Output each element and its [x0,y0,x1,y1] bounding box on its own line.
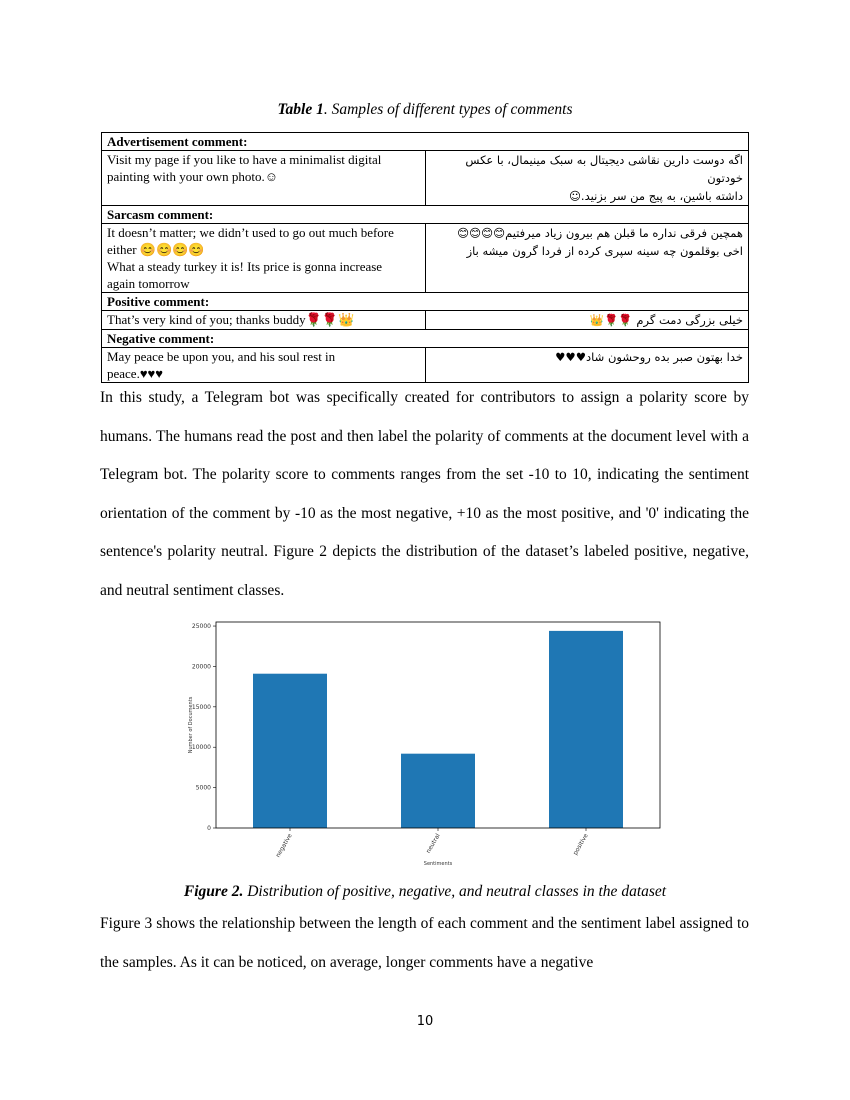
y-axis-ticks [192,623,216,832]
persian-comment-cell [426,151,749,206]
samples-table [101,132,749,383]
section-title: Sarcasm comment: [102,206,749,224]
x-tick-label: negative [274,832,294,859]
x-tick-label: neutral [424,832,442,855]
x-axis-label: Sentiments [423,861,453,867]
samples-table-body [102,133,749,383]
section-header-row [102,206,749,224]
persian-comment-line: همچین فرقی نداره ما قبلن هم بیرون زیاد میرفتیم😊😊😊😊 [457,226,743,240]
chart-bars [253,631,623,828]
persian-comment-cell [426,224,749,293]
english-comment-line: May peace be upon you, and his soul rest in [107,349,336,364]
english-comment-cell [102,151,426,206]
comment-row [102,151,749,206]
persian-comment-cell [426,348,749,383]
section-title: Positive comment: [102,293,749,311]
bar-positive [549,631,623,828]
persian-comment-line: خدا بهتون صبر بده روحشون شاد♥♥♥ [555,350,743,364]
table-caption-label: Table 1 [277,101,324,118]
persian-comment-line: اگه دوست دارین نقاشی دیجیتال به سبک مینیمال، با عکس خودتون [465,153,743,185]
section-title: Negative comment: [102,330,749,348]
english-comment-line: What a steady turkey it is! Its price is gonna increase [107,259,383,274]
comment-row [102,224,749,293]
y-tick-label: 20000 [191,663,211,671]
figure-2-chart [183,615,663,870]
persian-comment-line: اخی بوقلمون چه سینه سپری کرده از فردا گرون میشه باز [466,244,743,258]
english-comment-cell [102,348,426,383]
english-comment-cell [102,311,426,330]
english-comment-line: That’s very kind of you; thanks buddy🌹🌹👑 [107,312,355,327]
body-paragraph-1: In this study, a Telegram bot was specifically created for contributors to assign a polarity score by humans. The humans read the post and then label the polarity of comments at the document level with a Telegram bot. The polarity score to comments ranges from the set -10 to 10, indicating the sentiment orientation of the comment by -10 as the most negative, +10 as the most positive, and '0' indicating the sentence's polarity neutral. Figure 2 depicts the distribution of the dataset’s labeled positive, negative, and neutral sentiment classes. [100,389,749,599]
body-paragraph-2: Figure 3 shows the relationship between the length of each comment and the sentiment label assigned to the samples. As it can be noticed, on average, longer comments have a negative [100,915,749,971]
table-caption-text: . Samples of different types of comments [323,101,573,118]
page-number: 10 [416,1014,434,1029]
english-comment-line: Visit my page if you like to have a minimalist digital [107,152,382,167]
persian-comment-line: خیلی بزرگی دمت گرم 🌹🌹👑 [589,313,743,327]
bar-chart [183,615,663,870]
bar-neutral [401,754,475,828]
english-comment-line: either 😊😊😊😊 [107,242,205,257]
y-axis-label: Number of Documents [188,696,194,754]
comment-row [102,311,749,330]
x-axis-ticks [275,828,590,859]
section-header-row [102,330,749,348]
x-tick-label: positive [571,832,590,857]
y-tick-label: 15000 [191,703,211,711]
persian-comment-cell [426,311,749,330]
section-header-row [102,133,749,151]
y-tick-label: 5000 [195,784,211,792]
english-comment-line: again tomorrow [107,276,190,291]
bar-negative [253,674,327,828]
persian-comment-line: داشته باشین، به پیج من سر بزنید.☺ [568,189,743,203]
figure-caption [0,883,850,901]
english-comment-cell [102,224,426,293]
figure-caption-text: Distribution of positive, negative, and neutral classes in the dataset [243,883,667,900]
table-caption [0,101,850,119]
y-tick-label: 25000 [191,623,211,631]
figure-caption-label: Figure 2. [183,883,244,900]
section-title: Advertisement comment: [102,133,749,151]
section-header-row [102,293,749,311]
english-comment-line: painting with your own photo.☺ [107,169,279,184]
y-tick-label: 0 [207,825,211,832]
english-comment-line: peace.♥♥♥ [107,366,163,381]
y-tick-label: 10000 [191,744,211,752]
english-comment-line: It doesn’t matter; we didn’t used to go out much before [107,225,394,240]
comment-row [102,348,749,383]
